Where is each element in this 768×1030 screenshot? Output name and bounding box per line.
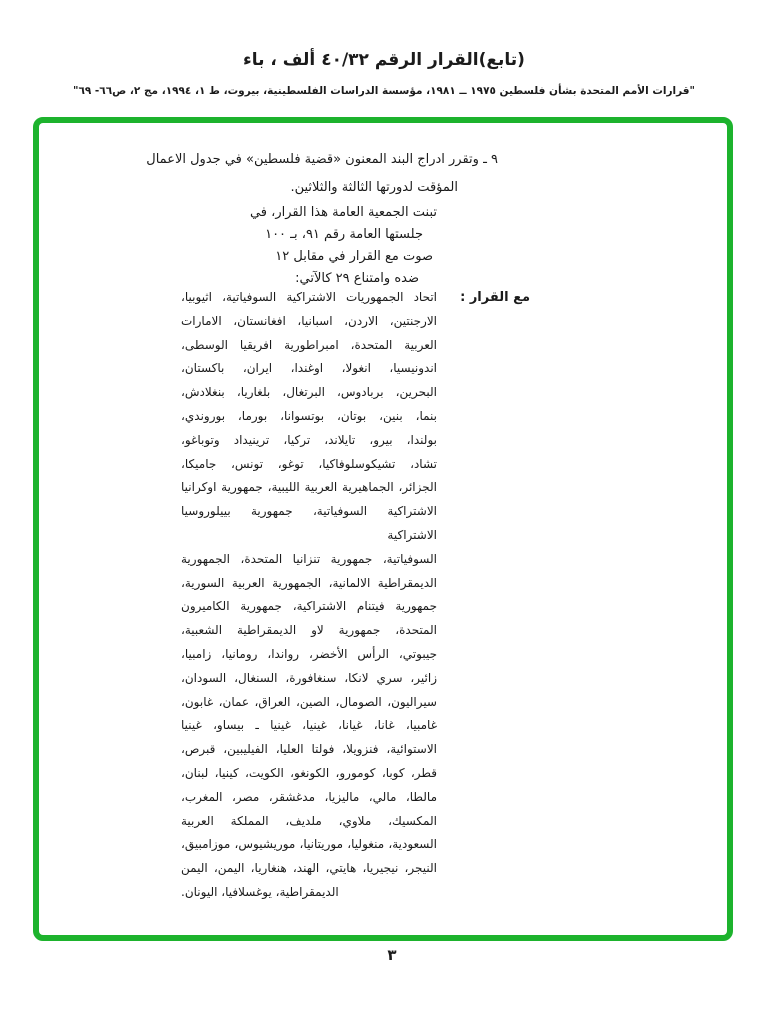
country-list-line: بولندا، بيرو، تايلاند، تركيا، ترينيداد وتوباغو، (181, 432, 437, 447)
adoption-line: جلستها العامة رقم ٩١، بـ ١٠٠ (265, 227, 423, 242)
country-list-line: المكسيك، ملاوي، ملديف، المملكة العربية (181, 813, 437, 828)
country-list-line: الاشتراكية السوفياتية، جمهورية بييلوروسيا الاشتراكية (181, 504, 437, 542)
country-list-line: اتحاد الجمهوريات الاشتراكية السوفياتية، اثيوبيا، (181, 290, 437, 304)
country-list-line: زائير، سري لانكا، سنغافورة، السنغال، السودان، (181, 670, 437, 685)
country-list-line: المتحدة، جمهورية لاو الديمقراطية الشعبية، (181, 623, 437, 638)
page-number: ٣ (387, 946, 397, 964)
vote-with-label: مع القرار : (460, 290, 530, 305)
country-list-line: السوفياتية، جمهورية تنزانيا المتحدة، الجمهورية (181, 551, 437, 566)
clause-line: المؤقت لدورتها الثالثة والثلاثين. (290, 180, 458, 195)
country-list-line: مالطا، مالي، ماليزيا، مدغشقر، مصر، المغرب، (181, 789, 437, 804)
citation-line: "قرارات الأمم المتحدة بشأن فلسطين ١٩٧٥ ــ ١٩٨١، مؤسسة الدراسات الفلسطينية، بيروت، ط ١، ١٩٩٤، مج ٢، ص٦٦- ٦٩" (72, 85, 696, 97)
adoption-line: صوت مع القرار في مقابل ١٢ (275, 249, 433, 264)
country-list-line: الديمقراطية الالمانية، الجمهورية العربية السورية، (181, 575, 437, 590)
country-list-line: بنما، بنين، بوتان، بوتسوانا، بورما، بوروندي، (181, 408, 437, 423)
clause-paragraph (146, 146, 498, 202)
country-list-line: الاستوائية، فنزويلا، فولتا العليا، الفيليبين، قبرص، (181, 742, 437, 757)
page-title: (تابع)القرار الرقم ٤٠/٣٢ ألف ، باء (243, 50, 525, 70)
country-list-line: اندونيسيا، انغولا، اوغندا، ايران، باكستان، (181, 361, 437, 376)
adoption-paragraph (250, 202, 437, 290)
country-list (181, 286, 437, 905)
country-list-line: النيجر، نيجيريا، هايتي، الهند، هنغاريا، اليمن، اليمن (181, 861, 437, 876)
country-list-line: قطر، كوبا، كومورو، الكونغو، الكويت، كينيا، لبنان، (181, 765, 437, 780)
country-list-line: الارجنتين، الاردن، اسبانيا، افغانستان، الامارات (181, 313, 437, 328)
country-list-line: العربية المتحدة، امبراطورية افريقيا الوسطى، (181, 337, 437, 352)
country-list-line: غامبيا، غانا، غيانا، غينيا، غينيا ـ بيساو، غينيا (181, 718, 437, 733)
adoption-line: تبنت الجمعية العامة هذا القرار، في (249, 205, 437, 220)
country-list-line: سيراليون، الصومال، الصين، العراق، عمان، غابون، (181, 694, 437, 709)
country-list-line: السعودية، منغوليا، موريتانيا، موريشيوس، موزامبيق، (181, 837, 437, 852)
country-list-last-line: الديمقراطية، يوغسلافيا، اليونان. (181, 884, 339, 899)
country-list-line: تشاد، تشيكوسلوفاكيا، توغو، تونس، جاميكا، (181, 456, 437, 471)
clause-line: ٩ ـ وتقرر ادراج البند المعنون «قضية فلسطين» في جدول الاعمال (146, 152, 498, 167)
country-list-line: البحرين، بربادوس، البرتغال، بلغاريا، بنغلادش، (181, 385, 437, 400)
country-list-line: جمهورية فيتنام الاشتراكية، جمهورية الكاميرون (181, 599, 437, 614)
adoption-line: ضده وامتناع ٢٩ كالآتي: (295, 271, 419, 286)
country-list-line: الجزائر، الجماهيرية العربية الليبية، جمهورية اوكرانيا (181, 480, 437, 495)
country-list-line: جيبوتي، الرأس الأخضر، رواندا، رومانيا، زامبيا، (181, 646, 437, 661)
